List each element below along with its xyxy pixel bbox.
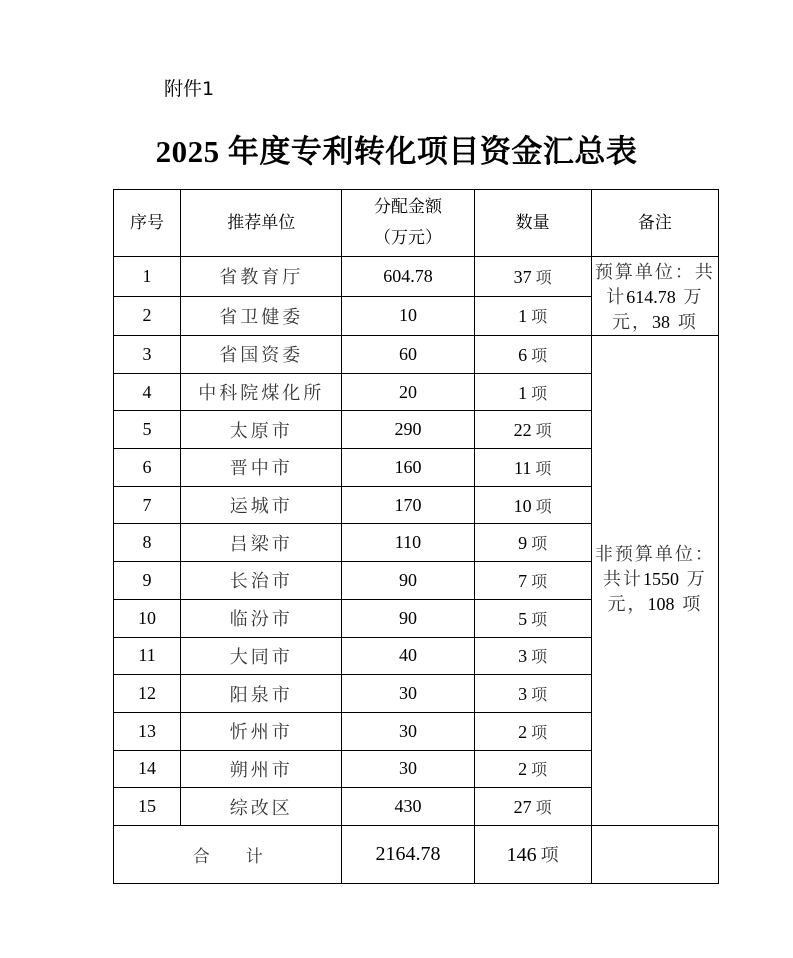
page-title: 2025 年度专利转化项目资金汇总表 bbox=[155, 134, 638, 169]
row-quantity bbox=[474, 750, 591, 788]
row-amount: 290 bbox=[342, 411, 474, 449]
row-quantity bbox=[474, 599, 591, 637]
note-middle: 万元， bbox=[612, 287, 704, 333]
row-amount: 170 bbox=[342, 486, 474, 524]
row-unit: 吕梁市 bbox=[181, 524, 342, 562]
row-quantity bbox=[474, 296, 591, 336]
row-index: 12 bbox=[114, 675, 181, 713]
total-row bbox=[114, 825, 719, 883]
row-quantity-value: 37 bbox=[513, 266, 532, 287]
row-amount: 604.78 bbox=[342, 257, 474, 297]
row-amount: 30 bbox=[342, 750, 474, 788]
row-amount: 20 bbox=[342, 373, 474, 411]
attachment-label: 附件1 bbox=[164, 78, 215, 100]
header-amount bbox=[342, 190, 474, 257]
row-quantity-unit: 项 bbox=[535, 421, 552, 441]
row-index: 7 bbox=[114, 486, 181, 524]
table-row bbox=[114, 336, 719, 374]
row-quantity-value: 6 bbox=[518, 344, 528, 365]
row-unit: 省国资委 bbox=[181, 336, 342, 374]
row-amount: 90 bbox=[342, 599, 474, 637]
row-quantity-value: 9 bbox=[518, 533, 528, 554]
note-count: 38 bbox=[652, 312, 671, 332]
header-amount-line2: （万元） bbox=[373, 228, 442, 248]
row-index: 15 bbox=[114, 788, 181, 826]
row-unit: 中科院煤化所 bbox=[181, 373, 342, 411]
row-quantity-unit: 项 bbox=[531, 534, 548, 554]
row-amount: 430 bbox=[342, 788, 474, 826]
row-quantity-value: 22 bbox=[513, 420, 532, 441]
row-index: 11 bbox=[114, 637, 181, 675]
header-amount-line1: 分配金额 bbox=[373, 197, 442, 217]
row-unit: 晋中市 bbox=[181, 449, 342, 487]
row-quantity-value: 5 bbox=[518, 608, 528, 629]
table-row bbox=[114, 257, 719, 297]
row-quantity bbox=[474, 675, 591, 713]
row-quantity-value: 3 bbox=[518, 684, 528, 705]
row-quantity bbox=[474, 257, 591, 297]
row-quantity bbox=[474, 637, 591, 675]
row-quantity-value: 1 bbox=[518, 306, 528, 327]
row-quantity-unit: 项 bbox=[531, 609, 548, 629]
row-unit: 太原市 bbox=[181, 411, 342, 449]
note-amount: 614.78 bbox=[626, 287, 676, 307]
row-amount: 40 bbox=[342, 637, 474, 675]
row-amount: 90 bbox=[342, 562, 474, 600]
row-amount: 110 bbox=[342, 524, 474, 562]
row-unit: 运城市 bbox=[181, 486, 342, 524]
total-label-part1: 合 bbox=[192, 846, 210, 867]
row-quantity-unit: 项 bbox=[531, 722, 548, 742]
table-body bbox=[114, 257, 719, 884]
note-prefix: 非预算单位：共计 bbox=[594, 544, 715, 591]
header-unit: 推荐单位 bbox=[181, 190, 342, 257]
row-index: 10 bbox=[114, 599, 181, 637]
total-label-part2: 计 bbox=[245, 846, 263, 867]
note-amount: 1550 bbox=[643, 569, 680, 590]
row-unit: 阳泉市 bbox=[181, 675, 342, 713]
row-index: 13 bbox=[114, 712, 181, 750]
total-note bbox=[591, 825, 718, 883]
row-quantity-unit: 项 bbox=[531, 647, 548, 667]
row-quantity-value: 2 bbox=[518, 721, 528, 742]
row-unit: 省卫健委 bbox=[181, 296, 342, 336]
row-unit: 朔州市 bbox=[181, 750, 342, 788]
row-quantity-value: 3 bbox=[518, 646, 528, 667]
row-quantity bbox=[474, 712, 591, 750]
row-index: 9 bbox=[114, 562, 181, 600]
row-unit: 长治市 bbox=[181, 562, 342, 600]
row-quantity-unit: 项 bbox=[535, 496, 552, 516]
row-quantity bbox=[474, 449, 591, 487]
row-quantity-value: 10 bbox=[513, 495, 532, 516]
note-middle: 万元， bbox=[607, 569, 707, 616]
row-index: 4 bbox=[114, 373, 181, 411]
row-amount: 60 bbox=[342, 336, 474, 374]
header-quantity: 数量 bbox=[474, 190, 591, 257]
total-quantity-value: 146 bbox=[506, 844, 537, 867]
row-quantity bbox=[474, 486, 591, 524]
row-unit: 忻州市 bbox=[181, 712, 342, 750]
row-index: 5 bbox=[114, 411, 181, 449]
row-quantity-value: 27 bbox=[513, 797, 532, 818]
total-quantity bbox=[474, 825, 591, 883]
row-unit: 省教育厅 bbox=[181, 257, 342, 297]
note-count: 108 bbox=[647, 594, 675, 615]
row-quantity-unit: 项 bbox=[531, 685, 548, 705]
row-quantity bbox=[474, 562, 591, 600]
row-quantity-value: 11 bbox=[513, 457, 532, 478]
row-index: 3 bbox=[114, 336, 181, 374]
row-quantity bbox=[474, 373, 591, 411]
row-index: 2 bbox=[114, 296, 181, 336]
total-label bbox=[114, 825, 342, 883]
row-quantity-value: 7 bbox=[518, 570, 528, 591]
note-suffix: 项 bbox=[677, 312, 698, 333]
row-quantity-unit: 项 bbox=[531, 307, 548, 327]
total-quantity-unit: 项 bbox=[540, 845, 559, 867]
row-quantity-unit: 项 bbox=[535, 267, 552, 287]
header-note: 备注 bbox=[591, 190, 718, 257]
row-quantity bbox=[474, 411, 591, 449]
row-unit: 临汾市 bbox=[181, 599, 342, 637]
row-quantity-unit: 项 bbox=[531, 345, 548, 365]
header-index: 序号 bbox=[114, 190, 181, 257]
note-non-budget-units bbox=[591, 336, 718, 826]
row-quantity bbox=[474, 788, 591, 826]
total-amount: 2164.78 bbox=[342, 825, 474, 883]
note-budget-units bbox=[591, 257, 718, 336]
row-index: 1 bbox=[114, 257, 181, 297]
row-quantity-unit: 项 bbox=[531, 383, 548, 403]
row-amount: 10 bbox=[342, 296, 474, 336]
note-suffix: 项 bbox=[682, 594, 703, 616]
row-quantity bbox=[474, 336, 591, 374]
row-quantity-unit: 项 bbox=[531, 571, 548, 591]
row-unit: 大同市 bbox=[181, 637, 342, 675]
row-quantity-unit: 项 bbox=[535, 798, 552, 818]
note-prefix: 预算单位：共计 bbox=[594, 262, 715, 308]
row-quantity-unit: 项 bbox=[535, 458, 552, 478]
row-amount: 30 bbox=[342, 712, 474, 750]
row-amount: 30 bbox=[342, 675, 474, 713]
funding-summary-table bbox=[113, 189, 719, 884]
row-unit: 综改区 bbox=[181, 788, 342, 826]
row-quantity bbox=[474, 524, 591, 562]
row-quantity-value: 2 bbox=[518, 759, 528, 780]
row-index: 8 bbox=[114, 524, 181, 562]
table-header-row bbox=[114, 190, 719, 257]
row-index: 6 bbox=[114, 449, 181, 487]
row-quantity-unit: 项 bbox=[531, 760, 548, 780]
row-quantity-value: 1 bbox=[518, 382, 528, 403]
row-amount: 160 bbox=[342, 449, 474, 487]
row-index: 14 bbox=[114, 750, 181, 788]
